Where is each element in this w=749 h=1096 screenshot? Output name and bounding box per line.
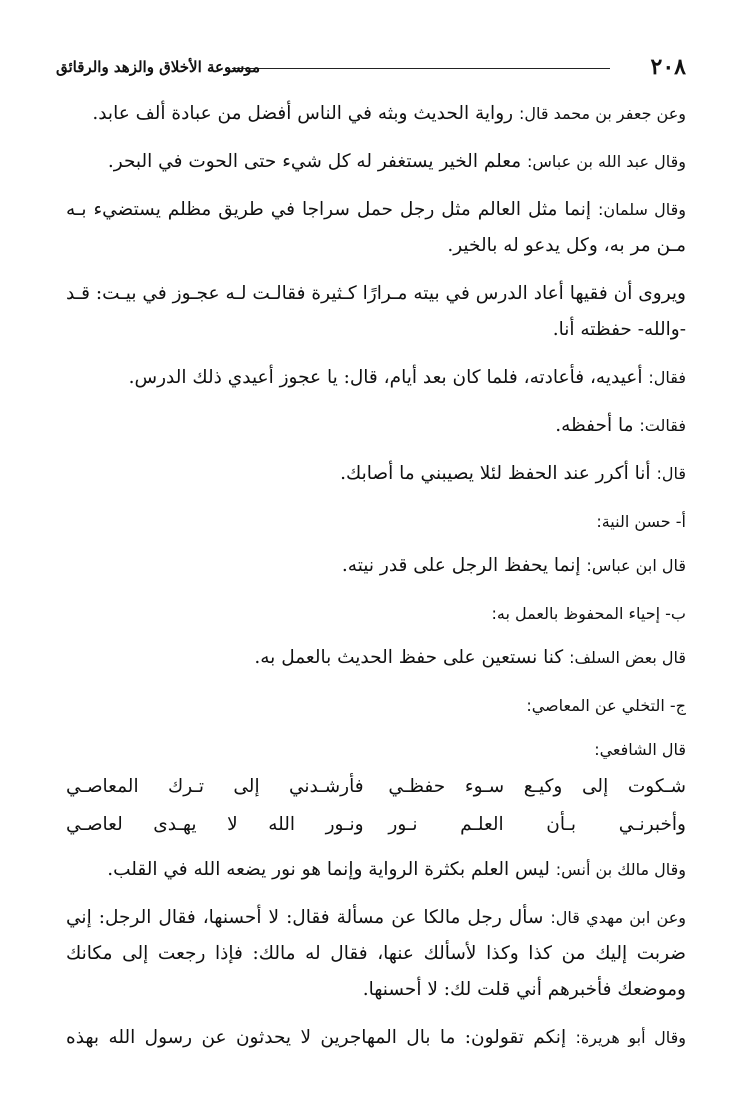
paragraph <box>66 852 686 888</box>
paragraph-text: أنا أكرر عند الحفظ لئلا يصيبني ما أصابك. <box>340 463 657 484</box>
paragraph-text: ليس العلم بكثرة الرواية وإنما هو نور يضعه الله في القلب. <box>107 859 556 880</box>
speaker-label: قال ابن عباس: <box>586 556 686 575</box>
speaker-label: وقال عبد الله بن عباس: <box>527 152 686 171</box>
page-body <box>66 96 686 1068</box>
paragraph-text: معلم الخير يستغفر له كل شيء حتى الحوت في البحر. <box>107 151 527 172</box>
paragraph-text: ويروى أن فقيها أعاد الدرس في بيته مـرارًا كـثيرة فقالـت لـه عجـوز في بيـت: قـد -والله- حفظته أنا. <box>66 283 686 340</box>
verse-second-hemistich: ونـور الله لا يهـدى لعاصـي <box>66 814 364 835</box>
speaker-label: وقال أبو هريرة: <box>575 1028 686 1047</box>
paragraph <box>66 192 686 264</box>
quote-text: إنما يحفظ الرجل على قدر نيته. <box>341 555 587 576</box>
paragraph <box>66 144 686 180</box>
paragraph <box>66 408 686 444</box>
section-heading-b: ب- إحياء المحفوظ بالعمل به: <box>491 604 686 623</box>
paragraph-text: إنما مثل العالم مثل رجل حمل سراجا في طريق مظلم يستضيء بـه مـن مر به، وكل يدعو له بالخير. <box>66 199 686 256</box>
page-header <box>56 52 686 82</box>
paragraph-text: ما أحفظه. <box>555 415 640 436</box>
speaker-label: فقال: <box>648 368 686 387</box>
paragraph <box>66 900 686 1008</box>
paragraph-text: رواية الحديث وبثه في الناس أفضل من عبادة ألف عابد. <box>92 103 519 124</box>
paragraph <box>66 276 686 348</box>
quote-text: كنا نستعين على حفظ الحديث بالعمل به. <box>254 647 570 668</box>
speaker-label: فقالت: <box>639 416 686 435</box>
paragraph <box>66 456 686 492</box>
verse-first-hemistich: شـكوت إلى وكيـع سـوء حفظـي <box>388 776 686 797</box>
section-heading-a: أ- حسن النية: <box>596 512 686 531</box>
speaker-label: قال: <box>656 464 686 483</box>
page-number: ٢٠٨ <box>650 54 686 80</box>
poem-verse <box>66 768 686 806</box>
paragraph <box>66 360 686 396</box>
poem-verse <box>66 806 686 844</box>
paragraph-text: إنكم تقولون: ما بال المهاجرين لا يحدثون عن رسول الله بهذه <box>66 1027 576 1048</box>
paragraph-text: أعيديه، فأعادته، فلما كان بعد أيام، قال: يا عجوز أعيدي ذلك الدرس. <box>128 367 649 388</box>
verse-first-hemistich: وأخبرنـي بـأن العلـم نـور <box>388 814 686 835</box>
speaker-label: وقال مالك بن أنس: <box>555 860 686 879</box>
running-title: موسوعة الأخلاق والزهد والرقائق <box>56 58 261 76</box>
quote-paragraph <box>66 640 686 676</box>
speaker-label: قال بعض السلف: <box>569 648 686 667</box>
section-heading-c: ج- التخلي عن المعاصي: <box>526 696 686 715</box>
paragraph <box>66 1020 686 1056</box>
paragraph <box>66 96 686 132</box>
poem-intro: قال الشافعي: <box>594 740 686 759</box>
header-rule <box>232 68 610 69</box>
speaker-label: وقال سلمان: <box>597 200 686 219</box>
verse-second-hemistich: فأرشـدني إلى تـرك المعاصـي <box>66 776 364 797</box>
speaker-label: وعن ابن مهدي قال: <box>550 908 687 927</box>
quote-paragraph <box>66 548 686 584</box>
speaker-label: وعن جعفر بن محمد قال: <box>518 104 686 123</box>
poem <box>66 768 686 844</box>
paragraph-text: سأل رجل مالكا عن مسألة فقال: لا أحسنها، فقال الرجل: إني ضربت إليك من كذا وكذا لأسألك عنها، فقال له مالك: فإذا رجعت إلى مكانك وموضعك فأخبرهم أني قلت لك: لا أحسنها. <box>66 907 686 1000</box>
